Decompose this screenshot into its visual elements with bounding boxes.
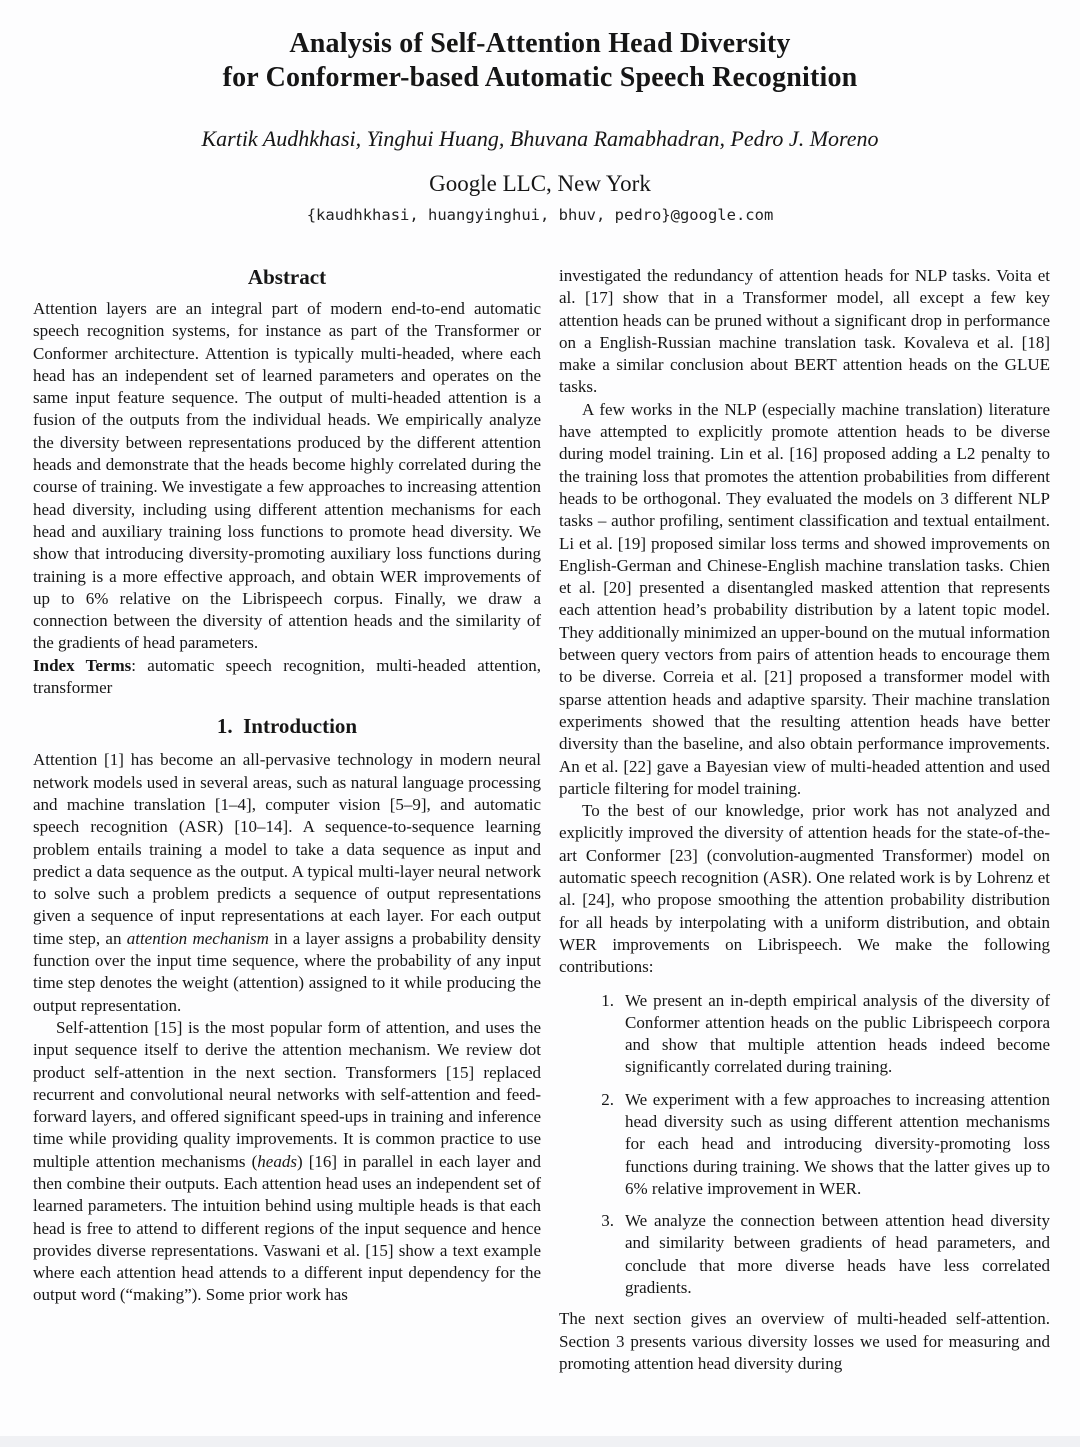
contributions-list (559, 990, 1050, 1300)
intro-p1-after: in a layer assigns a probability density function over the input time sequence, where the probability of any input time step denotes the weight (attention) assigned to it while producing the output representation. (33, 928, 541, 1015)
attention-mechanism-emphasis: attention mechanism (126, 928, 269, 948)
index-terms-text: : automatic speech recognition, multi-headed attention, transformer (33, 655, 541, 698)
contribution-1-text: We present an in-depth empirical analysis of the diversity of Conformer attention heads on the public Librispeech corpora and show that multiple attention heads indeed become significantly correlated during training. (625, 990, 1050, 1077)
introduction-heading: 1. Introduction (216, 714, 358, 739)
title-line-1: Analysis of Self-Attention Head Diversity (289, 28, 791, 59)
continuation-paragraph: investigated the redundancy of attention heads for NLP tasks. Voita et al. [17] show that in a Transformer model, all except a few key attention heads can be pruned without a significant drop in performance on a English-Russian machine translation task. Kovaleva et al. [18] make a similar conclusion about BERT attention heads on the GLUE tasks. (559, 266, 1050, 397)
paper-title (0, 0, 1080, 95)
authors-line: Kartik Audhkhasi, Yinghui Huang, Bhuvana Ramabhadran, Pedro J. Moreno (201, 126, 879, 151)
two-column-body (0, 265, 1080, 1375)
affiliation-line: Google LLC, New York (429, 171, 651, 196)
index-terms-label: Index Terms (33, 655, 132, 675)
title-line-2: for Conformer-based Automatic Speech Recognition (222, 62, 858, 93)
email-line: {kaudhkhasi, huangyinghui, bhuv, pedro}@google.com (306, 206, 774, 224)
intro-paragraph-1 (33, 749, 541, 1017)
title-block (0, 0, 1080, 225)
contribution-2-number: 2. (601, 1089, 614, 1109)
intro-p2-after: ) [16] in parallel in each layer and then combine their outputs. Each attention head uses an independent set of learned parameters. The intuition behind using multiple heads is that each head is free to attend to different regions of the input sequence and hence provides diverse representations. Vaswani et al. [15] show a text example where each attention head attends to a different input dependency for the output word (“making”). Some prior work has (33, 1151, 542, 1305)
index-terms-line (33, 655, 541, 700)
related-work-paragraph: A few works in the NLP (especially machine translation) literature have attempted to explicitly promote attention heads to be diverse during model training. Lin et al. [16] proposed adding a L2 penalty to the training loss that promotes the attention probabilities from different heads to be orthogonal. They evaluated the models on 3 different NLP tasks – author profiling, sentiment classification and textual entailment. Li et al. [19] proposed similar loss terms and showed improvements on English-German and Chinese-English machine translation tasks. Chien et al. [20] presented a disentangled masked attention that represents each attention head’s probability distribution by a latent topic model. They additionally minimized an upper-bound on the mutual information between query vectors from pairs of attention heads to encourage them to be diverse. Correia et al. [21] proposed a transformer model with sparse attention heads and adaptive sparsity. Their machine translation experiments showed that the resulting attention heads have better diversity than the baseline, and also obtain performance improvements. An et al. [22] gave a Bayesian view of multi-headed attention and used particle filtering for model training. (559, 399, 1050, 798)
right-column (559, 265, 1050, 1375)
abstract-body: Attention layers are an integral part of modern end-to-end automatic speech recognition systems, for instance as part of the Transformer or Conformer architecture. Attention is typically multi-headed, where each head has an independent set of learned parameters and operates on the same input feature sequence. The output of multi-headed attention is a fusion of the outputs from the individual heads. We empirically analyze the diversity between representations produced by the different attention heads and demonstrate that the heads become highly correlated during the course of training. We investigate a few approaches to increasing attention head diversity, including using different attention mechanisms for each head and auxiliary training loss functions to promote head diversity. We show that introducing diversity-promoting auxiliary loss functions during training is a more effective approach, and obtain WER improvements of up to 6% relative on the Librispeech corpus. Finally, we draw a connection between the diversity of attention heads and the similarity of the gradients of head parameters. (33, 299, 541, 653)
contribution-item-1 (559, 990, 1050, 1079)
contribution-item-3 (559, 1210, 1050, 1299)
contribution-3-number: 3. (601, 1211, 614, 1231)
intro-paragraph-2 (33, 1017, 541, 1307)
contribution-item-2 (559, 1089, 1050, 1200)
left-column (33, 265, 541, 1375)
contribution-3-text: We analyze the connection between attention head diversity and similarity between gradients of head parameters, and conclude that more diverse heads have less correlated gradients. (625, 1211, 1050, 1298)
closing-paragraph: The next section gives an overview of multi-headed self-attention. Section 3 presents various diversity losses we used for measuring and promoting attention head diversity during (559, 1309, 1050, 1373)
contributions-intro-paragraph: To the best of our knowledge, prior work has not analyzed and explicitly improved the diversity of attention heads for the state-of-the-art Conformer [23] (convolution-augmented Transformer) model on automatic speech recognition (ASR). One related work is by Lohrenz et al. [24], who propose smoothing the attention probability distribution for all heads by interpolating with a uniform distribution, and obtain WER improvements on Librispeech. We make the following contributions: (559, 801, 1050, 977)
contribution-1-number: 1. (601, 990, 614, 1010)
page-bottom-strip (0, 1436, 1080, 1447)
abstract-heading: Abstract (247, 265, 327, 289)
contribution-2-text: We experiment with a few approaches to increasing attention head diversity such as using different attention mechanisms for each head and introducing diversity-promoting loss functions during training. We shows that the latter gives up to 6% relative improvement in WER. (625, 1089, 1050, 1198)
intro-p1-before: Attention [1] has become an all-pervasive technology in modern neural network models used in several areas, such as natural language processing and machine translation [1–4], computer vision [5–9], and automatic speech recognition (ASR) [10–14]. A sequence-to-sequence learning problem entails training a model to take a data sequence as input and predict a data sequence as the output. A typical multi-layer neural network to solve such a problem predicts a sequence of output representations given a sequence of input representations at each layer. For each output time step, an (33, 750, 541, 948)
heads-emphasis: heads (257, 1151, 297, 1171)
intro-p2-before: Self-attention [15] is the most popular form of attention, and uses the input sequence itself to derive the attention mechanism. We review dot product self-attention in the next section. Transformers [15] replaced recurrent and convolutional neural networks with self-attention and feed-forward layers, and offered significant speed-ups in training and inference time while providing quality improvements. It is common practice to use multiple attention mechanisms ( (33, 1017, 541, 1171)
